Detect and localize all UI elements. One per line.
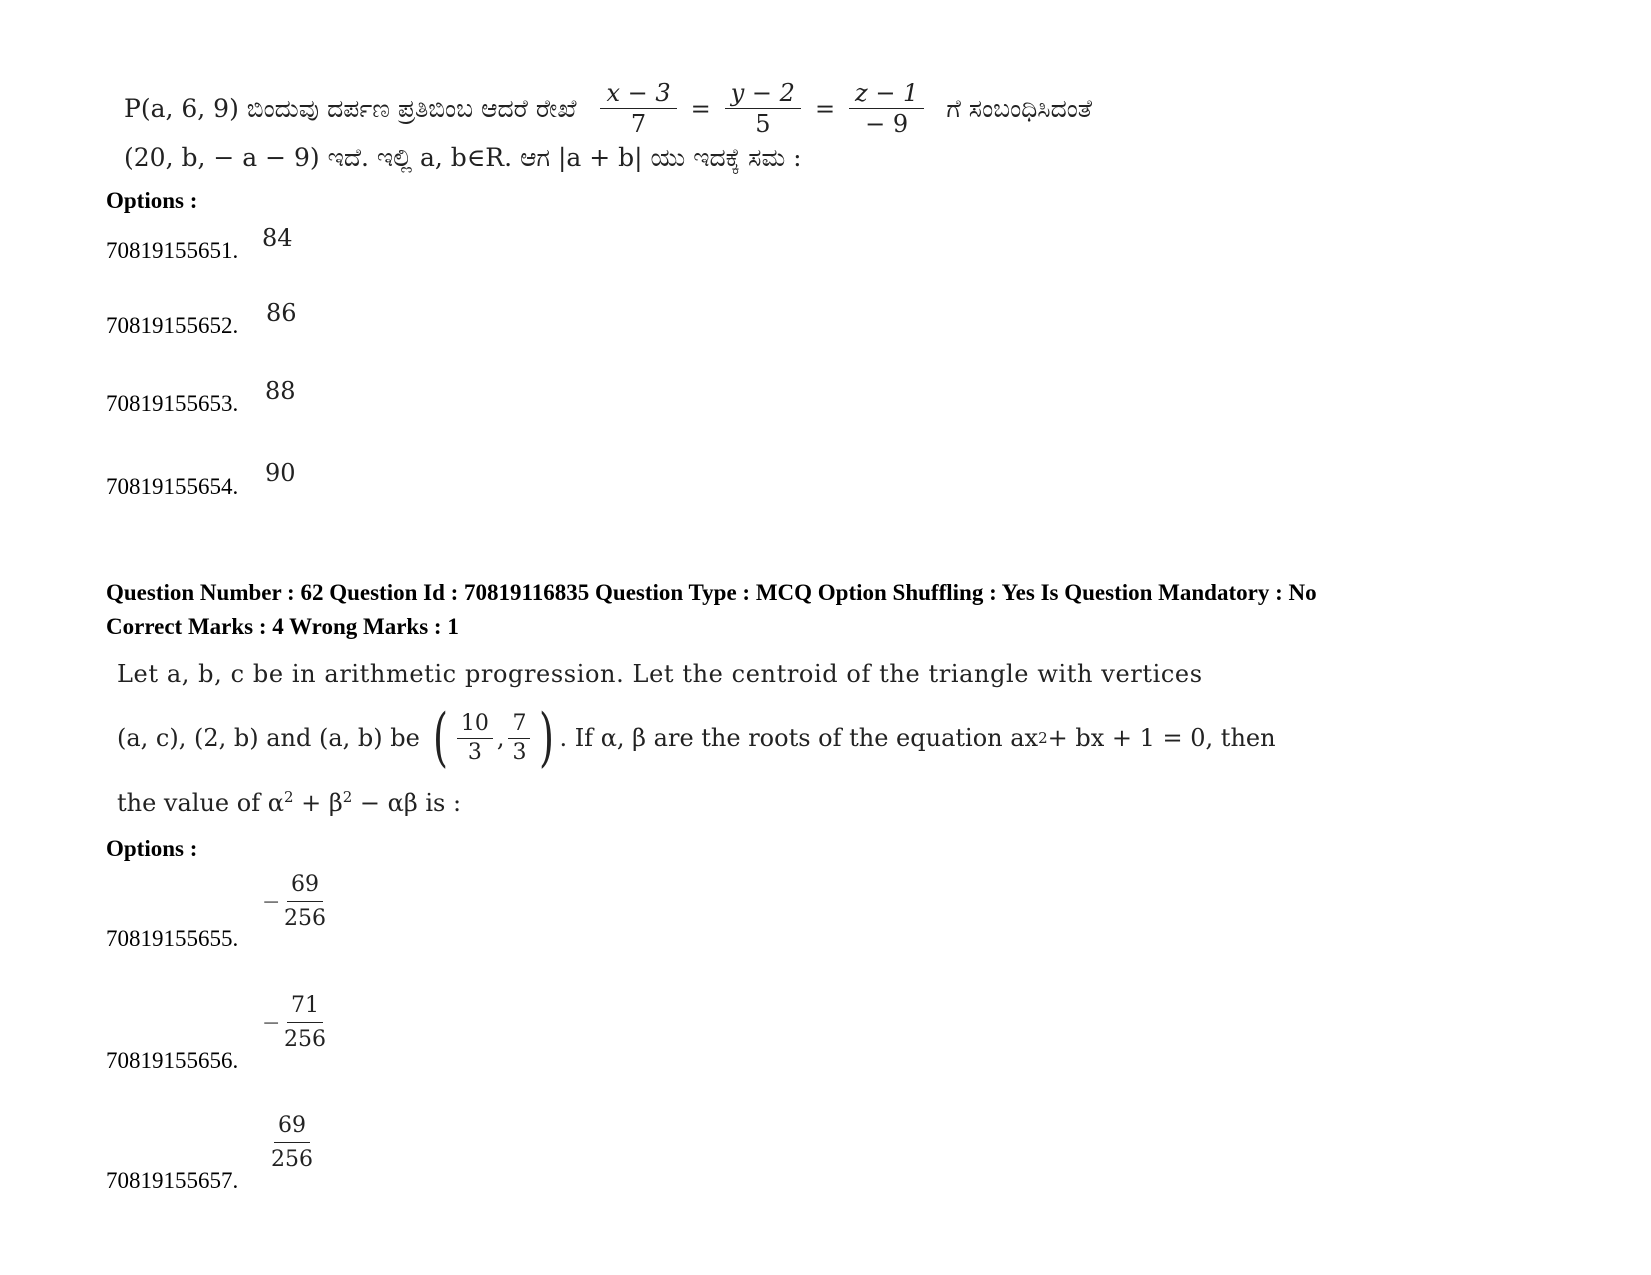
- q61-fraction-y: [725, 80, 801, 138]
- q61-fraction-y-numerator: y − 2: [725, 80, 801, 109]
- q62-option-fraction: [284, 993, 326, 1053]
- q61-fraction-x-numerator: x − 3: [600, 80, 676, 109]
- exponent: 2: [1038, 729, 1048, 747]
- q61-fraction-x-denominator: 7: [630, 110, 647, 139]
- q62-option-fraction: [271, 1113, 313, 1173]
- q62-option-id: 70819155655.: [106, 926, 239, 951]
- q62-option-fraction: [284, 872, 326, 932]
- centroid-y-fraction: [508, 711, 530, 765]
- q61-fraction-y-denominator: 5: [755, 110, 771, 139]
- q61-equals-sign: =: [814, 94, 836, 123]
- centroid-x-fraction: [457, 711, 493, 765]
- q61-option-value: 90: [265, 459, 296, 487]
- q61-fraction-z-denominator: − 9: [865, 110, 909, 139]
- centroid-y-numerator: 7: [508, 711, 530, 738]
- q62-question-line3: [117, 788, 461, 817]
- q62-option-numerator: 69: [287, 872, 323, 902]
- q62-option-sign: −: [262, 1011, 281, 1036]
- q61-option-value: 84: [262, 224, 293, 252]
- q62-option-sign: −: [262, 890, 281, 915]
- q61-option-id: 70819155651.: [106, 238, 239, 263]
- q61-option-value: 86: [266, 299, 297, 327]
- q62-line2-text: (a, c), (2, b) and (a, b) be: [117, 724, 420, 752]
- q62-option-denominator: 256: [284, 1027, 326, 1053]
- q62-line3-part-b: + β: [293, 789, 343, 817]
- q62-option-id: 70819155656.: [106, 1048, 239, 1073]
- q61-line1-text: P(a, 6, 9) ಬಿಂದುವು ದರ್ಪಣ ಪ್ರತಿಬಿಂಬ ಆದರೆ ರೇಖೆ: [124, 93, 577, 123]
- q62-question-line2: [117, 701, 1276, 775]
- q62-line3-part-a: the value of α: [117, 789, 284, 817]
- q62-option-id: 70819155657.: [106, 1168, 239, 1193]
- q61-option-value: 88: [265, 377, 296, 405]
- centroid-y-denominator: 3: [512, 739, 527, 765]
- q62-option-denominator: 256: [284, 906, 326, 932]
- q62-line2-end: + bx + 1 = 0, then: [1047, 724, 1276, 752]
- left-parenthesis: (: [432, 701, 448, 775]
- q62-option-numerator: 69: [274, 1113, 310, 1143]
- q61-fraction-x: [600, 80, 676, 138]
- q62-meta-line2: Correct Marks : 4 Wrong Marks : 1: [106, 614, 459, 639]
- q61-fraction-z-numerator: z − 1: [849, 80, 924, 109]
- exponent: 2: [342, 788, 353, 806]
- q61-line1-after: ಗೆ ಸಂಬಂಧಿಸಿದಂತೆ: [946, 93, 1093, 123]
- exponent: 2: [283, 788, 294, 806]
- q62-options-label: Options :: [106, 836, 198, 861]
- q61-option-id: 70819155652.: [106, 313, 239, 338]
- q61-question-line2: (20, b, − a − 9) ಇದೆ. ಇಲ್ಲಿ a, b∈R. ಆಗ |a + b| ಯು ಇದಕ್ಕೆ ಸಮ :: [124, 143, 802, 172]
- q62-line3-part-c: − αβ is :: [352, 789, 462, 817]
- centroid-x-denominator: 3: [467, 739, 482, 765]
- centroid-x-numerator: 10: [457, 711, 493, 738]
- q61-options-label: Options :: [106, 188, 198, 213]
- q62-line2-after: . If α, β are the roots of the equation ax: [559, 724, 1039, 752]
- q62-option-denominator: 256: [271, 1147, 313, 1173]
- comma: ,: [496, 724, 505, 752]
- q62-meta-line1: Question Number : 62 Question Id : 70819116835 Question Type : MCQ Option Shuffling : Yes Is Question Mandatory : No: [106, 580, 1317, 605]
- right-parenthesis: ): [539, 701, 555, 775]
- q61-equals-sign: =: [690, 94, 711, 123]
- q61-fraction-z: [849, 80, 924, 138]
- q62-option-numerator: 71: [287, 993, 323, 1023]
- q61-option-id: 70819155653.: [106, 391, 239, 416]
- q61-question-line1: [124, 80, 1108, 138]
- q61-option-id: 70819155654.: [106, 474, 239, 499]
- q62-question-line1: Let a, b, c be in arithmetic progression. Let the centroid of the triangle with vertices: [117, 660, 1203, 688]
